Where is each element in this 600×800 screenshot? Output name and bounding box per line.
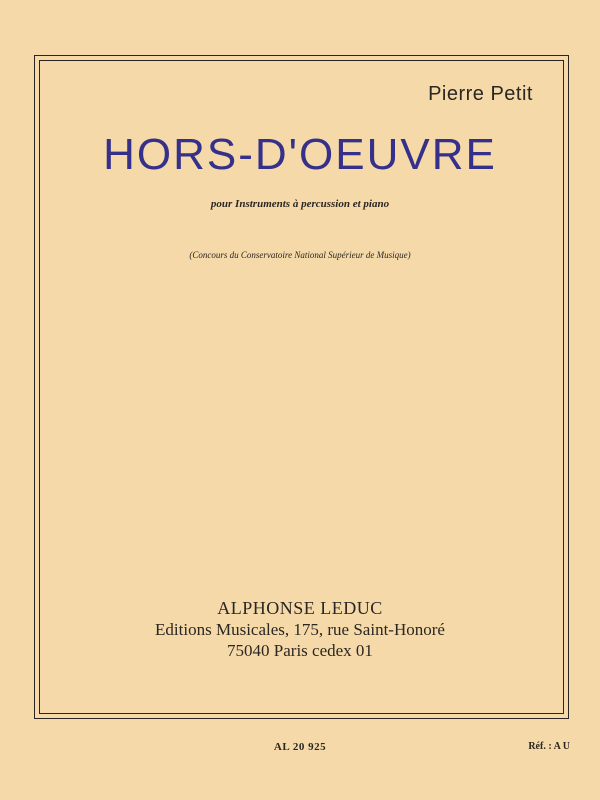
reference-code: Réf. : A U bbox=[528, 741, 570, 752]
publisher-address-line2: 75040 Paris cedex 01 bbox=[227, 641, 373, 660]
publisher-name: ALPHONSE LEDUC bbox=[217, 598, 383, 618]
composer-name: Pierre Petit bbox=[428, 83, 533, 105]
instrumentation-subtitle: pour Instruments à percussion et piano bbox=[210, 198, 390, 210]
work-title: HORS-D'OEUVRE bbox=[103, 130, 497, 179]
catalog-number: AL 20 925 bbox=[273, 741, 327, 753]
competition-note: (Concours du Conservatoire National Supérieur de Musique) bbox=[189, 250, 411, 260]
publisher-block bbox=[0, 598, 600, 661]
publisher-address-line1: Editions Musicales, 175, rue Saint-Honoré bbox=[155, 620, 445, 639]
